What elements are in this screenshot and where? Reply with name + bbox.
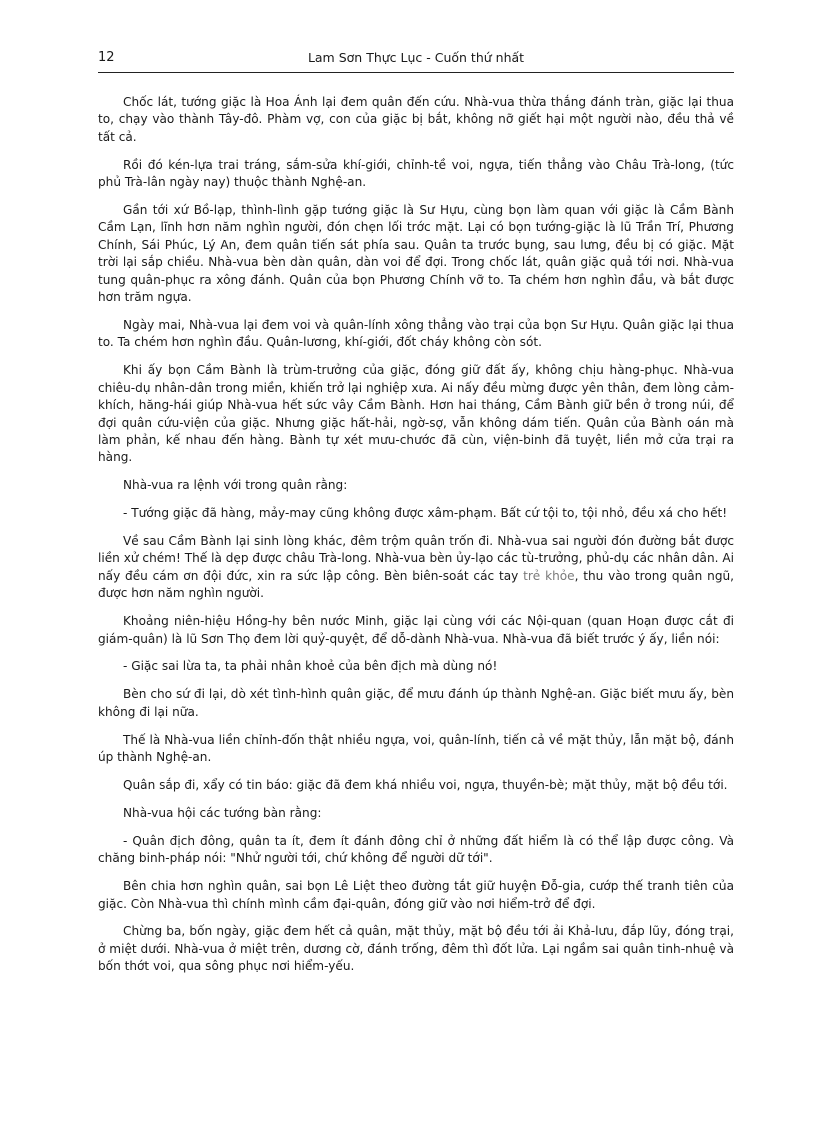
header-divider	[98, 72, 734, 73]
paragraph: Chừng ba, bốn ngày, giặc đem hết cả quân, mặt thủy, mặt bộ đều tới ải Khả-lưu, đắp lũy, đóng trại, ở miệt dưới. Nhà-vua ở miệt trên, dương cờ, đánh trống, đêm thì đốt lửa. Lại ngầm sai quân tinh-nhuệ và bốn thớt voi, qua sông phục nơi hiểm-yếu.	[98, 924, 734, 974]
paragraph: Ngày mai, Nhà-vua lại đem voi và quân-lính xông thẳng vào trại của bọn Sư Hựu. Quân giặc lại thua to. Ta chém hơn nghìn đầu. Quân-lương, khí-giới, đốt cháy không còn sót.	[98, 317, 734, 350]
page-header	[98, 50, 734, 70]
paragraph: - Tướng giặc đã hàng, mảy-may cũng không được xâm-phạm. Bất cứ tội to, tội nhỏ, đều xá cho hết!	[123, 506, 728, 521]
paragraph: Bèn cho sứ đi lại, dò xét tình-hình quân giặc, để mưu đánh úp thành Nghệ-an. Giặc biết mưu ấy, bèn không đi lại nữa.	[98, 687, 734, 719]
highlighted-text: trẻ khỏe	[523, 568, 575, 583]
paragraph: Khoảng niên-hiệu Hồng-hy bên nước Minh, giặc lại cùng với các Nội-quan (quan Hoạn được cắt đi giám-quân) là lũ Sơn Thọ đem lời quỷ-quyệt, để dỗ-dành Nhà-vua. Nhà-vua đã biết trước ý ấy, liền nói:	[98, 614, 734, 646]
paragraph: - Quân địch đông, quân ta ít, đem ít đánh đông chỉ ở những đất hiểm là có thể lập được công. Và chăng binh-pháp nói: "Nhử người tới, chứ không để người dữ tới".	[98, 833, 734, 866]
paragraph: Quân sắp đi, xẩy có tin báo: giặc đã đem khá nhiều voi, ngựa, thuyền-bè; mặt thủy, mặt bộ đều tới.	[123, 778, 728, 792]
paragraph: Rồi đó kén-lựa trai tráng, sắm-sửa khí-giới, chỉnh-tề voi, ngựa, tiến thẳng vào Châu Trà-long, (tức phủ Trà-lân ngày nay) thuộc thành Nghệ-an.	[98, 157, 734, 190]
paragraph: Nhà-vua hội các tướng bàn rằng:	[123, 805, 322, 820]
paragraph: Gần tới xứ Bồ-lạp, thình-lình gặp tướng giặc là Sư Hựu, cùng bọn làm quan với giặc là Cầm Bành Cầm Lạn, lĩnh hơn năm nghìn người, đón chẹn lối trớc mặt. Lại có bọn tướng-giặc là lũ Trần Trí, Phương Chính, Sái Phúc, Lý An, đem quân tiến sát phía sau. Quân ta trước bụng, sau lưng, đều bị có giặc. Mặt trời lại sắp chiều. Nhà-vua bèn dàn quân, dàn voi để đợi. Trong chốc lát, quân giặc quả tới nơi. Nhà-vua tung quân-phục ra xông đánh. Quân của bọn Phương Chính vỡ to. Ta chém hơn nghìn đầu, và bắt được hơn trăm ngựa.	[98, 203, 734, 305]
paragraph: Nhà-vua ra lệnh với trong quân rằng:	[123, 478, 348, 493]
page-number: 12	[98, 50, 115, 65]
paragraph: Khi ấy bọn Cầm Bành là trùm-trưởng của giặc, đóng giữ đất ấy, không chịu hàng-phục. Nhà-vua chiêu-dụ nhân-dân trong miền, khiến trở lại nghiệp xưa. Ai nấy đều mừng được yên thân, đem lòng cảm-khích, hăng-hái giúp Nhà-vua hết sức vây Cầm Bành. Hơn hai tháng, Cầm Bành giữ bền ở trong núi, để đợi quân cứu-viện của giặc. Nhưng giặc hất-hải, ngờ-sợ, vẫn không dám tiến. Quân của Bành oán mà làm phản, kế nhau đến hàng. Bành tự xét mưu-chước đã cùn, viện-binh đã tuyệt, liền mở cửa trại ra hàng.	[98, 363, 734, 465]
paragraph: Chốc lát, tướng giặc là Hoa Ánh lại đem quân đến cứu. Nhà-vua thừa thắng đánh tràn, giặc lại thua to, chạy vào thành Tây-đô. Phàm vợ, con của giặc bị bắt, không nỡ giết hại một người nào, đều thả về tất cả.	[98, 95, 734, 144]
running-title: Lam Sơn Thực Lục - Cuốn thứ nhất	[307, 50, 525, 65]
document-body	[98, 94, 734, 986]
paragraph: - Giặc sai lừa ta, ta phải nhân khoẻ của bên địch mà dùng nó!	[123, 659, 498, 674]
paragraph: Về sau Cầm Bành lại sinh lòng khác, đêm trộm quân trốn đi. Nhà-vua sai người đón đường bắt được liền xử chém! Thế là dẹp được châu Trà-long. Nhà-vua bèn ủy-lạo các tù-trưởng, phủ-dụ các nhân dân. Ai nấy đều cám ơn đội đức, xin ra sức lập công. Bèn biên-soát các tay trẻ khỏe, thu vào trong quân ngũ, được hơn năm nghìn người.	[98, 534, 735, 601]
paragraph: Bên chia hơn nghìn quân, sai bọn Lê Liệt theo đường tắt giữ huyện Đỗ-gia, cướp thế tranh tiên của giặc. Còn Nhà-vua thì chính mình cầm đại-quân, đóng giữ vào nơi hiểm-trở để đợi.	[98, 879, 734, 911]
paragraph: Thế là Nhà-vua liền chỉnh-đốn thật nhiều ngựa, voi, quân-lính, tiến cả về mặt thủy, lẫn mặt bộ, đánh úp thành Nghệ-an.	[98, 732, 734, 765]
